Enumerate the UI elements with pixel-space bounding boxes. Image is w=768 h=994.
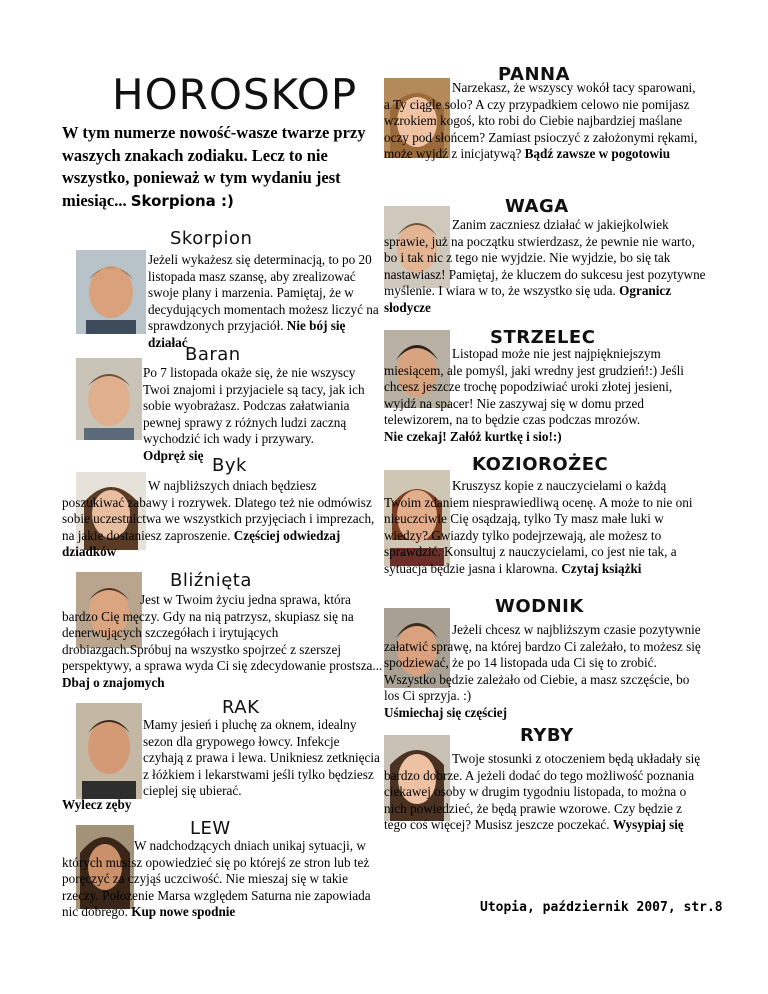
sign-text-wodnik	[384, 622, 706, 722]
sign-title-blizneta: Bliźnięta	[170, 570, 252, 591]
sign-title-lew: LEW	[190, 818, 231, 839]
sign-text-ryby	[384, 751, 706, 834]
sign-body-strzelec: Listopad może nie jest najpiękniejszym miesiącem, ale pomyśl, jaki wredny jest grudzień!:) Jeśli chcesz jeszcze trochę popodziwiać uroki złotej jesieni, wyjdź na spacer! Nie zaszywaj się w domu przed telewizorem, na to będzie czas podczas mrozów.	[384, 346, 684, 428]
page-title: HOROSKOP	[112, 70, 358, 119]
sign-motto-lew: Kup nowe spodnie	[131, 904, 236, 920]
sign-text-byk	[62, 478, 382, 561]
sign-body-koziorozec: Kruszysz kopie z nauczycielami o każdą Twoim zdaniem niesprawiedliwą ocenę. A może to nie oni nieuczciwie Cię osądzają, tylko Ty masz małe luki w wiedzy? Gwiazdy tylko podejrzewają, ale możesz to sprawdzić. Konsultuj z nauczycielami, co jest nie tak, a sytuacja będzie jasna i klarowna.	[384, 478, 693, 576]
sign-motto-panna: Bądź zawsze w pogotowiu	[524, 146, 671, 162]
intro-text	[62, 122, 392, 212]
sign-body-panna: Narzekasz, że wszyscy wokół tacy sparowani, a Ty ciągle solo? A czy przypadkiem celowo nie pomijasz wzrokiem kogoś, kto robi do Ciebie najbardziej maślane oczy pod słońcem? Zamiast psioczyć z założonymi rękami, może wyjdź z inicjatywą?	[384, 80, 698, 162]
photo-rak	[76, 703, 142, 799]
sign-title-skorpion: Skorpion	[170, 228, 253, 249]
sign-motto-rak	[62, 797, 131, 814]
sign-title-byk: Byk	[212, 455, 247, 476]
intro-highlight: Skorpiona :)	[130, 191, 234, 210]
sign-text-waga	[384, 217, 706, 317]
sign-text-panna	[384, 80, 702, 163]
sign-body-ryby: Twoje stosunki z otoczeniem będą układały się bardzo dobrze. A jeżeli dodać do tego możliwość poznania ciekawej osoby w drugim tygodniu listopada, to można o nich powiedzieć, że będą prawie wzorowe. Czy będzie z tego coś więcej? Musisz jeszcze poczekać.	[384, 751, 701, 833]
sign-title-koziorozec: KOZIOROŻEC	[472, 454, 609, 475]
sign-text-skorpion	[148, 252, 380, 352]
sign-body-baran: Po 7 listopada okaże się, że nie wszyscy Twoi znajomi i przyjaciele są tacy, jak ich sobie wyobrażasz. Podczas załatwiania pewnej sprawy z różnych ludzi zaczną wychodzić ich wady i przywary.	[143, 365, 365, 447]
face-icon	[76, 358, 142, 440]
sign-title-strzelec: STRZELEC	[490, 327, 596, 348]
sign-motto-ryby: Wysypiaj się	[612, 817, 684, 833]
sign-motto-waga: Ogranicz słodycze	[384, 283, 672, 315]
sign-text-blizneta	[62, 592, 384, 692]
sign-body-blizneta: Jest w Twoim życiu jedna sprawa, która bardzo Cię męczy. Gdy na nią patrzysz, skupiasz się na denerwujących szczegółach i irytujących drobiazgach.Spróbuj na wszystko spojrzeć z szerszej perspektywy, a sprawa wyda Ci się zdecydowanie prostsza...	[62, 592, 383, 674]
sign-body-rak: Mamy jesień i pluchę za oknem, idealny sezon dla grypowego łowcy. Infekcje czyhają z prawa i lewa. Unikniesz zetknięcia z łóżkiem i lekarstwami jeśli tylko będziesz cieplej się ubierać.	[143, 717, 380, 799]
sign-motto-strzelec: Nie czekaj! Załóż kurtkę i sio!:)	[384, 428, 562, 444]
photo-skorpion	[76, 250, 146, 334]
sign-text-lew	[62, 838, 384, 921]
sign-body-waga: Zanim zaczniesz działać w jakiejkolwiek sprawie, już na początku stwierdzasz, że pewnie nie warto, bo i tak nic z tego nie wyjdzie. Nie wyjdzie, bo się tak nastawiasz! Pamiętaj, że kluczem do sukcesu jest pozytywne myślenie. I wiara w to, że wszystko się uda.	[384, 217, 706, 299]
sign-text-rak	[143, 717, 383, 800]
sign-title-ryby: RYBY	[520, 725, 574, 746]
sign-motto-skorpion: Nie bój się działać	[148, 318, 346, 350]
sign-motto-rak-text: Wylecz zęby	[62, 797, 132, 812]
sign-motto-wodnik: Uśmiechaj się częściej	[384, 704, 508, 720]
sign-body-lew: W nadchodzących dniach unikaj sytuacji, w których musisz opowiedzieć się po którejś ze stron lub też poręczyć za czyjąś uczciwość. Nie mieszaj się w takie rzeczy. Położenie Marsa względem Saturna nie zapowiada nic dobrego.	[62, 838, 371, 920]
sign-body-wodnik: Jeżeli chcesz w najbliższym czasie pozytywnie załatwić sprawę, na której bardzo Ci zależało, to możesz się spodziewać, że po 14 listopada uda Ci się to zrobić. Wszystko będzie zależało od Ciebie, a masz szczęście, bo los Ci sprzyja. :)	[384, 622, 701, 704]
sign-title-baran: Baran	[185, 344, 241, 365]
sign-motto-baran: Odpręż się	[143, 447, 204, 463]
photo-baran	[76, 358, 142, 440]
sign-motto-byk: Częściej odwiedzaj dziadków	[62, 527, 341, 560]
sign-title-waga: WAGA	[505, 196, 569, 217]
face-icon	[76, 703, 142, 799]
sign-text-koziorozec	[384, 478, 706, 578]
face-icon	[76, 250, 146, 334]
sign-body-byk: W najbliższych dniach będziesz poszukiwać zabawy i rozrywek. Dlatego też nie odmówisz sobie uczestnictwa we wszystkich przyjęciach i imprezach, na jakie dostaniesz zaproszenie.	[62, 478, 375, 543]
sign-body-skorpion: Jeżeli wykażesz się determinacją, to po 20 listopada masz szansę, aby zrealizować swoje plany i marzenia. Pamiętaj, że w decydujących momentach możesz liczyć na sprawdzonych przyjaciół.	[148, 252, 379, 334]
sign-motto-blizneta: Dbaj o znajomych	[62, 674, 165, 690]
sign-title-rak: RAK	[222, 697, 260, 718]
sign-motto-koziorozec: Czytaj książki	[561, 560, 642, 576]
sign-text-baran	[143, 365, 379, 465]
sign-text-strzelec	[384, 346, 706, 446]
sign-title-wodnik: WODNIK	[495, 596, 584, 617]
sign-title-panna: PANNA	[498, 64, 571, 85]
intro-body: W tym numerze nowość-wasze twarze przy waszych znakach zodiaku. Lecz to nie wszystko, ponieważ w tym wydaniu jest miesiąc...	[62, 123, 366, 210]
page-footer: Utopia, październik 2007, str.8	[480, 900, 723, 915]
